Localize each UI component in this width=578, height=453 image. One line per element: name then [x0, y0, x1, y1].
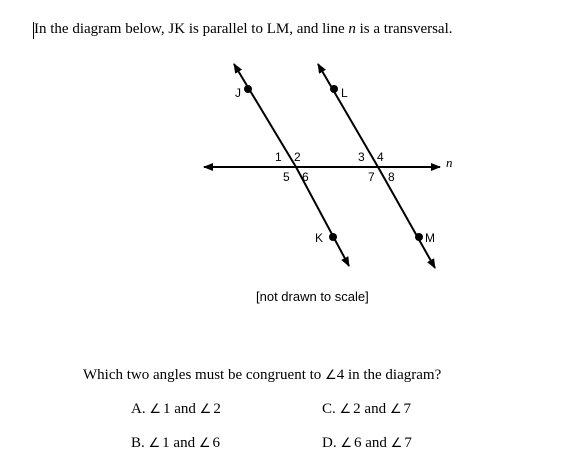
choice-d[interactable] [322, 435, 412, 452]
angle-icon: ∠ [340, 436, 352, 451]
line-lm [378, 167, 435, 268]
label-n: n [446, 155, 453, 170]
choice-joiner: and [365, 435, 387, 451]
choice-letter: D. [322, 435, 337, 451]
question-pre: Which two angles must be congruent to [83, 367, 326, 383]
angle-label-2: 2 [294, 150, 301, 164]
choice-angle-b: 7 [403, 401, 411, 417]
point-m [415, 233, 423, 241]
choice-angle-a: 1 [163, 401, 171, 417]
angle-icon: ∠ [390, 436, 403, 451]
intro-pre: In the diagram below, JK is parallel to LM, and line [34, 21, 349, 37]
angle-label-1: 1 [275, 150, 282, 164]
choice-letter: A. [131, 401, 146, 417]
angle-label-6: 6 [302, 170, 309, 184]
question-text [83, 367, 441, 384]
angle-label-3: 3 [358, 150, 365, 164]
point-j [244, 85, 252, 93]
choice-angle-b: 7 [404, 435, 412, 451]
angle-label-7: 7 [368, 170, 375, 184]
point-l [330, 85, 338, 93]
question-post: in the diagram? [344, 367, 442, 383]
choice-angle-a: 2 [353, 401, 361, 417]
choice-joiner: and [174, 401, 196, 417]
choice-a[interactable] [131, 401, 221, 418]
angle-icon: ∠ [148, 436, 161, 451]
angle-icon: ∠ [149, 402, 161, 417]
intro-variable: n [348, 21, 356, 37]
angle-icon: ∠ [339, 402, 352, 417]
choice-letter: B. [131, 435, 145, 451]
label-l: L [341, 86, 348, 100]
label-m: M [425, 231, 435, 245]
choice-angle-a: 6 [354, 435, 362, 451]
line-jk-upper [234, 64, 296, 167]
choice-joiner: and [364, 401, 387, 417]
line-lm-upper [318, 64, 378, 167]
point-k [329, 233, 337, 241]
choice-angle-b: 2 [213, 401, 221, 417]
intro-post: is a transversal. [355, 21, 453, 37]
angle-label-8: 8 [388, 170, 395, 184]
angle-icon: ∠ [199, 402, 212, 417]
choice-c[interactable] [322, 401, 411, 418]
choice-joiner: and [173, 435, 196, 451]
angle-icon: ∠ [325, 368, 337, 383]
angle-label-4: 4 [377, 150, 384, 164]
label-j: J [235, 86, 241, 100]
angle-icon: ∠ [198, 436, 211, 451]
question-angle: 4 [336, 367, 345, 383]
choice-letter: C. [322, 401, 336, 417]
choice-angle-a: 1 [162, 435, 170, 451]
angle-label-5: 5 [283, 170, 290, 184]
choice-b[interactable] [131, 435, 220, 452]
angle-icon: ∠ [389, 402, 402, 417]
diagram-caption: [not drawn to scale] [256, 289, 369, 304]
choice-angle-b: 6 [212, 435, 220, 451]
label-k: K [315, 231, 324, 245]
